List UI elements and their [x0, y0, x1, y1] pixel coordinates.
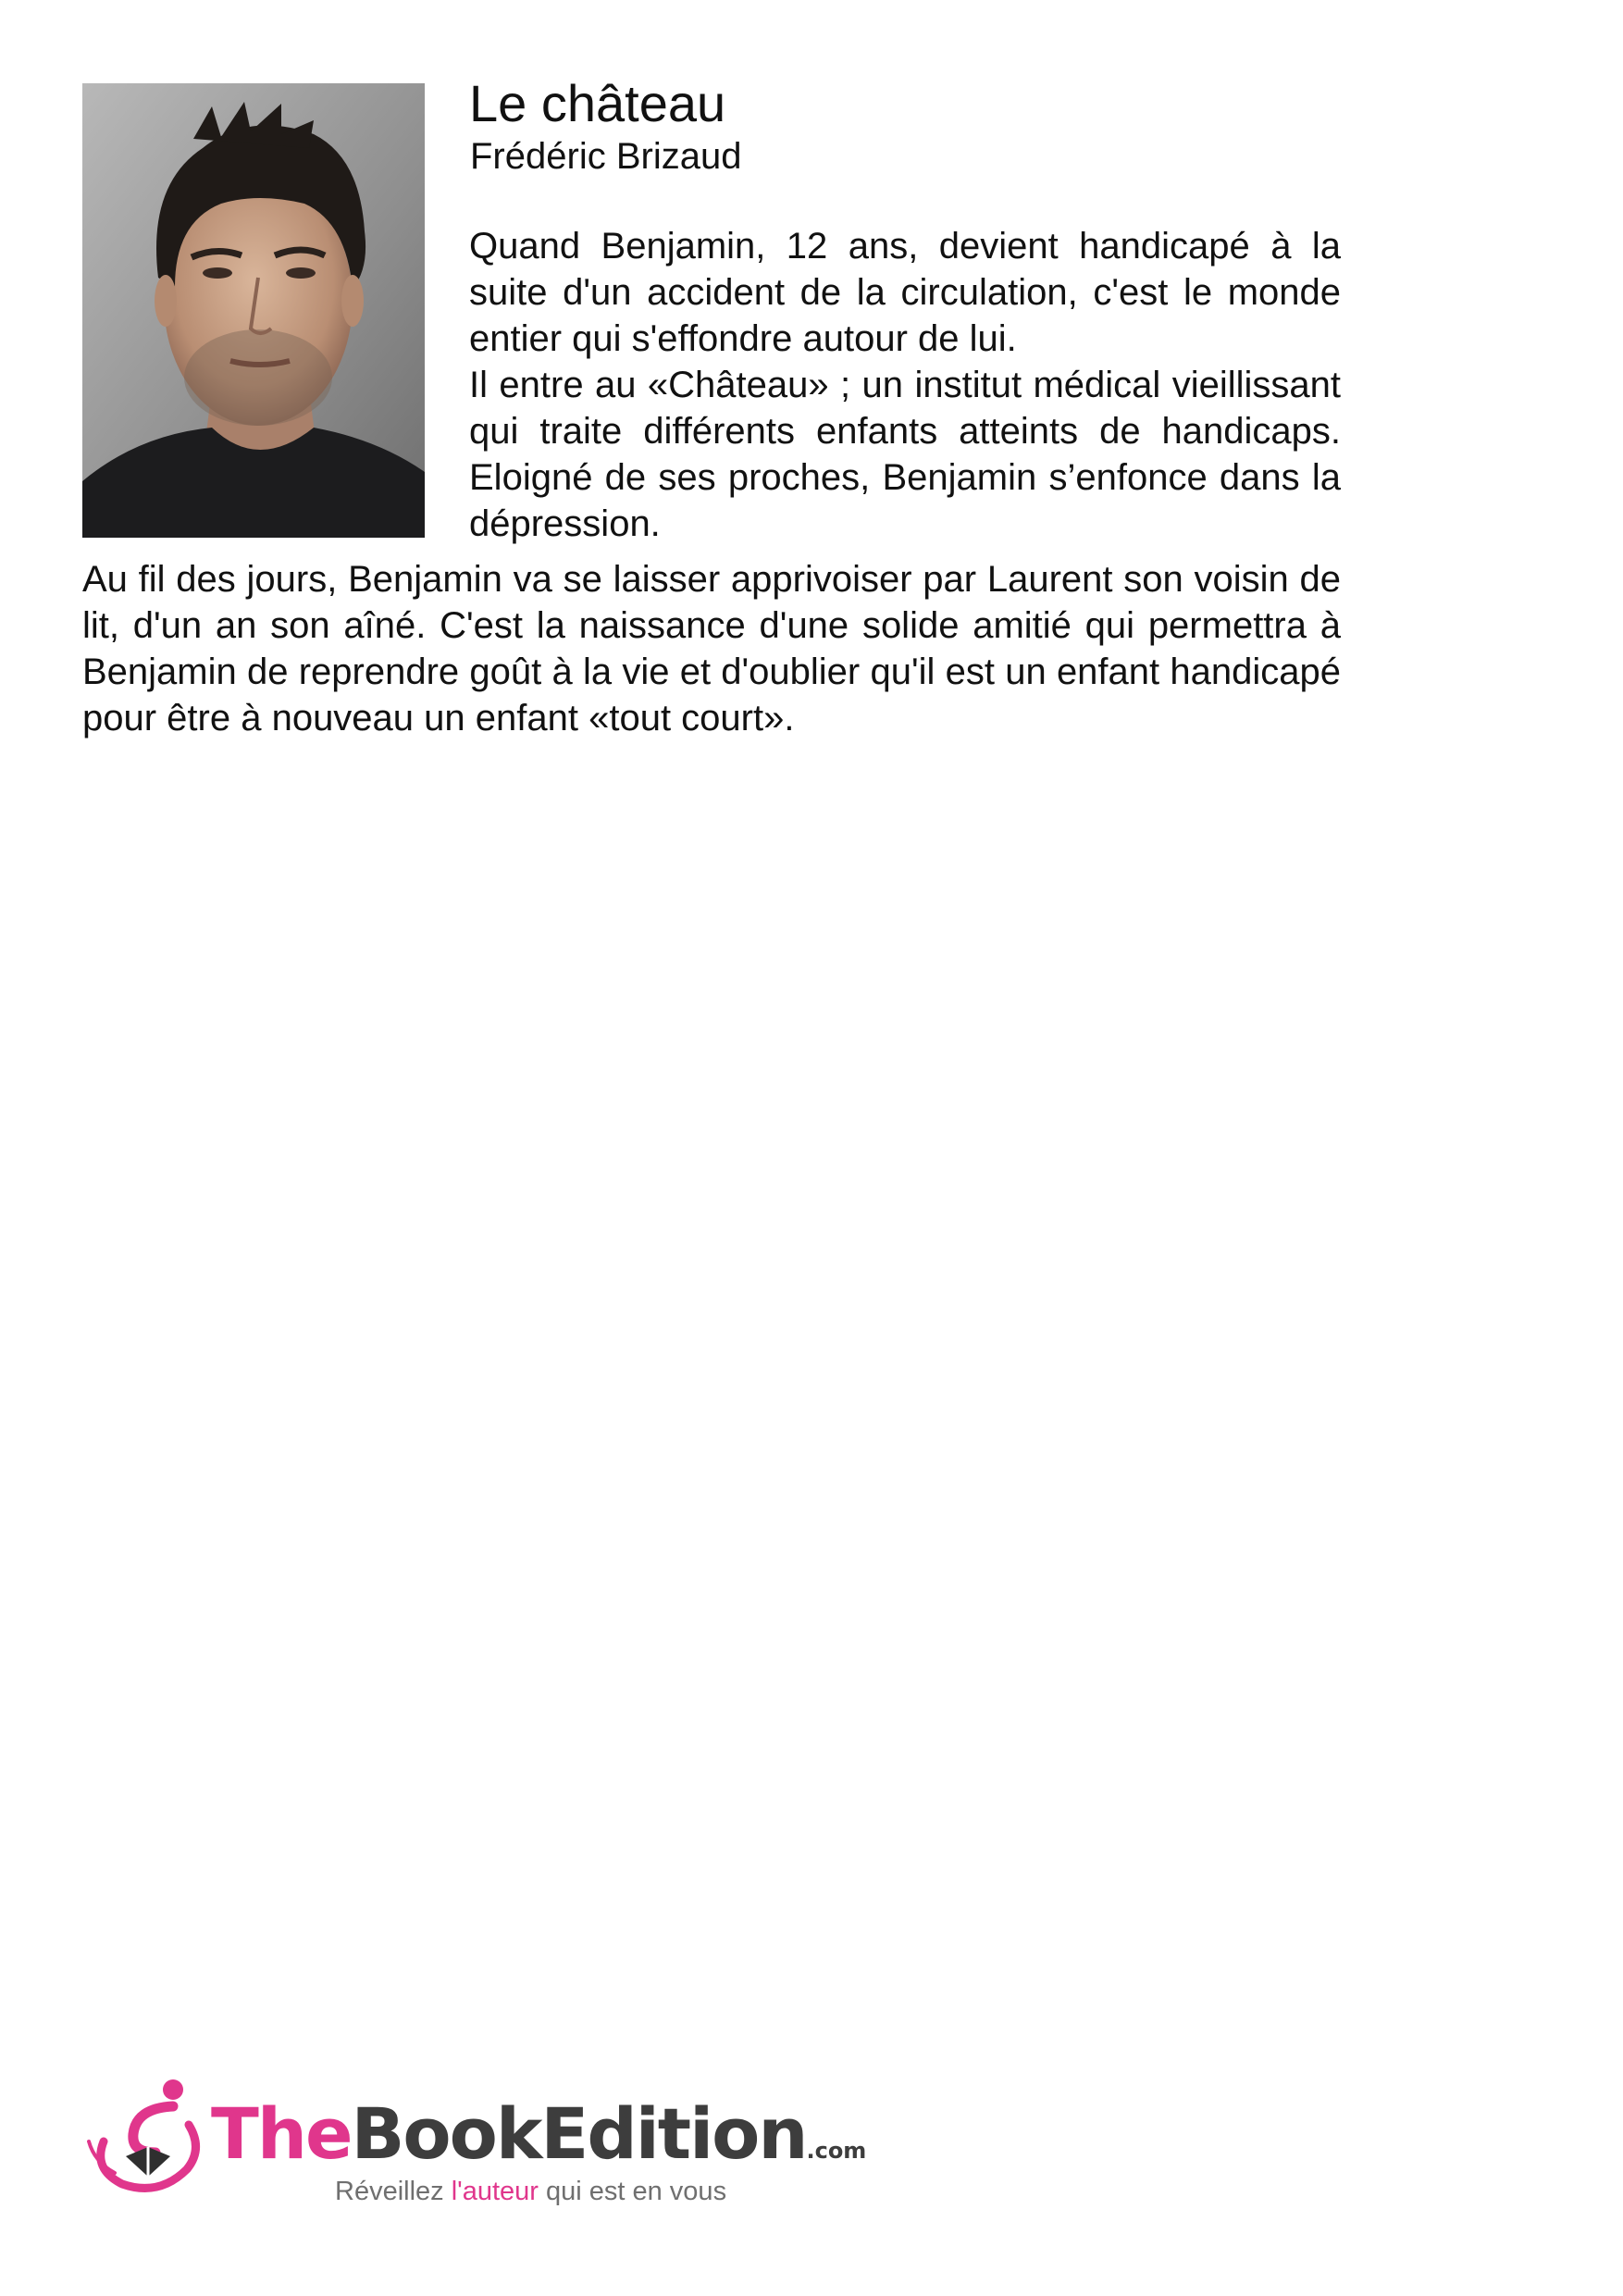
author-name: Frédéric Brizaud	[470, 136, 742, 177]
summary-paragraph: Il entre au «Château» ; un institut médical vieillissant qui traite différents enfants atteints de handicaps. Eloigné de ses proches, Benjamin s’enfonce dans la dépression.	[469, 365, 1341, 544]
wordmark-bookedition: BookEdition	[351, 2092, 807, 2175]
author-photo	[82, 83, 425, 538]
summary-paragraph: Quand Benjamin, 12 ans, devient handicapé à la suite d'un accident de la circulation, c'est le monde entier qui s'effondre autour de lui.	[469, 226, 1341, 359]
publisher-logo	[85, 2077, 867, 2215]
summary-intro	[469, 223, 1341, 547]
wordmark-domain: .com	[806, 2138, 867, 2164]
tagline-end: qui est en vous	[538, 2177, 727, 2206]
summary-continuation	[82, 556, 1341, 741]
publisher-wordmark	[211, 2092, 867, 2186]
author-portrait-image	[82, 83, 425, 538]
summary-paragraph: Au fil des jours, Benjamin va se laisser apprivoiser par Laurent son voisin de lit, d'un an son aîné. C'est la naissance d'une solide amitié qui permettra à Benjamin de reprendre goût à la vie et d'oublier qu'il est un enfant handicapé pour être à nouveau un enfant «tout court».	[82, 559, 1341, 738]
tagline-start: Réveillez	[335, 2177, 452, 2206]
reader-figure-logo-icon	[85, 2077, 205, 2197]
publisher-tagline	[335, 2177, 726, 2206]
wordmark-the: The	[211, 2092, 352, 2175]
tagline-accent: l'auteur	[451, 2177, 539, 2206]
book-title: Le château	[469, 74, 726, 132]
